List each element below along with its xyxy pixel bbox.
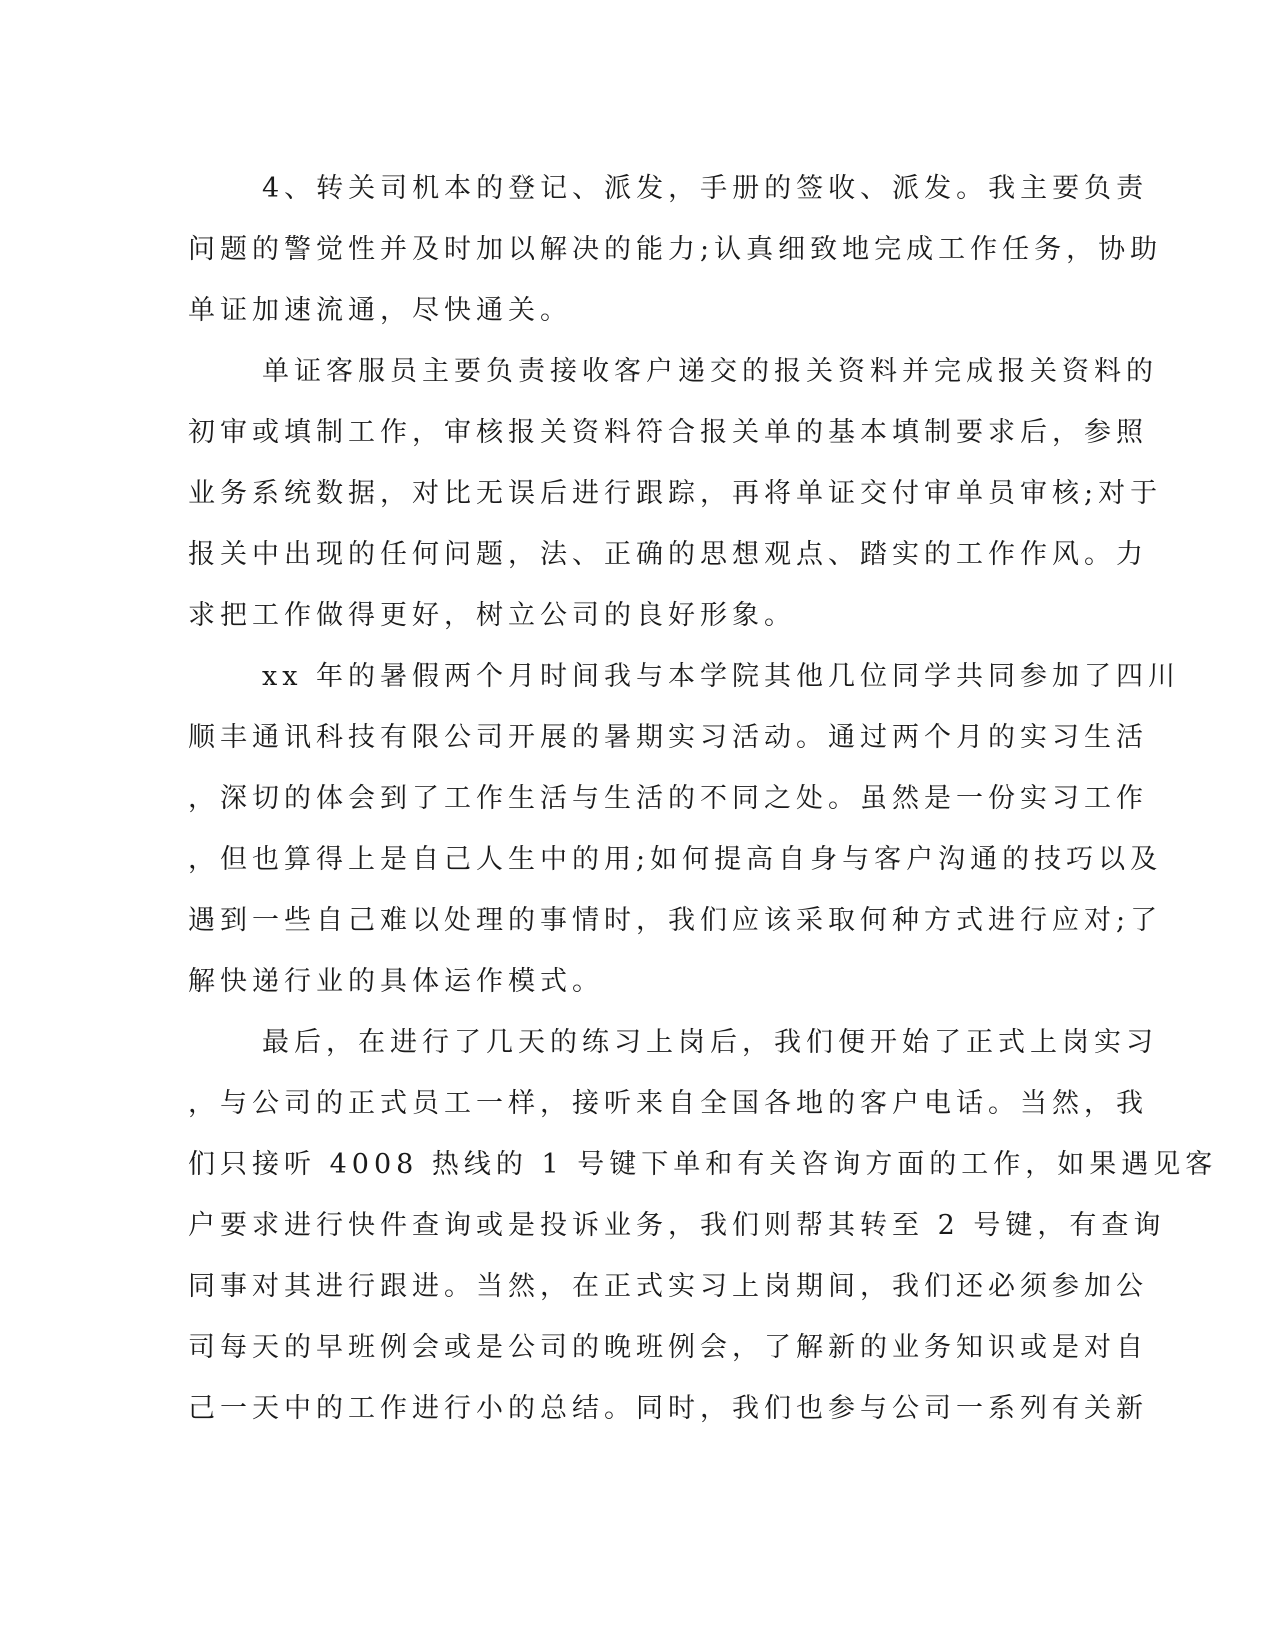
text-line: 同事对其进行跟进。当然，在正式实习上岗期间，我们还必须参加公 [188, 1271, 1148, 1302]
text-line: 己一天中的工作进行小的总结。同时，我们也参与公司一系列有关新 [188, 1393, 1148, 1424]
text-line: ，与公司的正式员工一样，接听来自全国各地的客户电话。当然，我 [188, 1088, 1148, 1119]
text-line: 们只接听 4008 热线的 1 号键下单和有关咨询方面的工作，如果遇见客 [188, 1149, 1218, 1180]
text-line: 初审或填制工作，审核报关资料符合报关单的基本填制要求后，参照 [188, 417, 1148, 448]
text-line: xx 年的暑假两个月时间我与本学院其他几位同学共同参加了四川 [262, 661, 1181, 692]
text-line: 户要求进行快件查询或是投诉业务，我们则帮其转至 2 号键，有查询 [188, 1210, 1166, 1241]
text-line: 4、转关司机本的登记、派发，手册的签收、派发。我主要负责 [262, 173, 1149, 204]
text-line: 求把工作做得更好，树立公司的良好形象。 [188, 600, 796, 631]
text-line: 最后，在进行了几天的练习上岗后，我们便开始了正式上岗实习 [262, 1027, 1158, 1058]
text-line: 司每天的早班例会或是公司的晚班例会，了解新的业务知识或是对自 [188, 1332, 1148, 1363]
text-line: 单证加速流通，尽快通关。 [188, 295, 572, 326]
text-line: ，深切的体会到了工作生活与生活的不同之处。虽然是一份实习工作 [188, 783, 1148, 814]
document-body [188, 158, 1218, 1439]
text-line: ，但也算得上是自己人生中的用;如何提高自身与客户沟通的技巧以及 [188, 844, 1163, 875]
text-line: 遇到一些自己难以处理的事情时，我们应该采取何种方式进行应对;了 [188, 905, 1163, 936]
text-line: 单证客服员主要负责接收客户递交的报关资料并完成报关资料的 [262, 356, 1158, 387]
text-line: 报关中出现的任何问题，法、正确的思想观点、踏实的工作作风。力 [188, 539, 1148, 570]
text-line: 业务系统数据，对比无误后进行跟踪，再将单证交付审单员审核;对于 [188, 478, 1163, 509]
text-line: 顺丰通讯科技有限公司开展的暑期实习活动。通过两个月的实习生活 [188, 722, 1148, 753]
text-line: 解快递行业的具体运作模式。 [188, 966, 604, 997]
text-line: 问题的警觉性并及时加以解决的能力;认真细致地完成工作任务，协助 [188, 234, 1163, 265]
